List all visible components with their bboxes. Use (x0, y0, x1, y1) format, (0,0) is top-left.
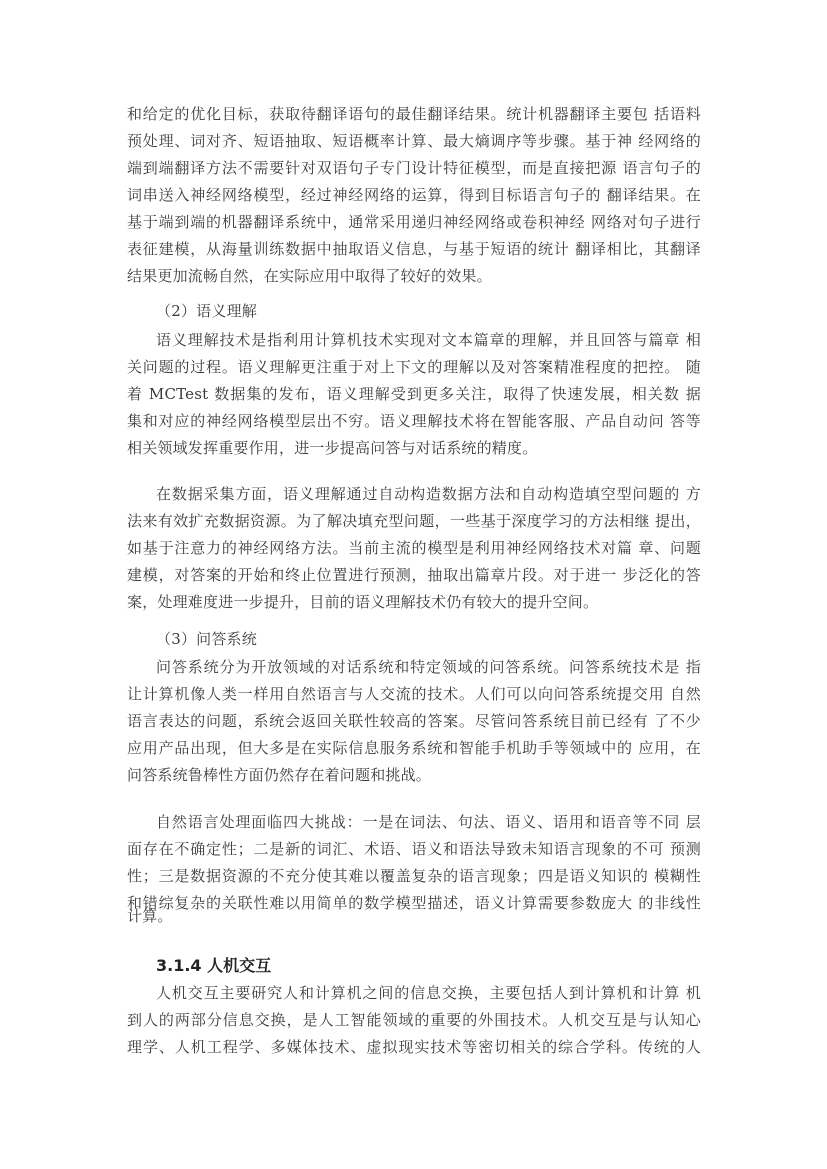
paragraph-line: 应用产品出现，但大多是在实际信息服务系统和智能手机助手等领域中的 应用，在 (127, 739, 701, 757)
paragraph-line: 让计算机像人类一样用自然语言与人交流的技术。人们可以向问答系统提交用 自然 (127, 685, 701, 703)
paragraph-line: 理学、人机工程学、多媒体技术、虚拟现实技术等密切相关的综合学科。传统的人 (127, 1038, 701, 1056)
section-subheading: （3）问答系统 (156, 630, 257, 648)
paragraph-line: 预处理、词对齐、短语抽取、短语概率计算、最大熵调序等步骤。基于神 经网络的 (127, 132, 701, 150)
paragraph-line: 和错综复杂的关联性难以用简单的数学模型描述，语义计算需要参数庞大 的非线性 (127, 894, 701, 912)
paragraph-line: 词串送入神经网络模型，经过神经网络的运算，得到目标语言句子的 翻译结果。在 (127, 186, 701, 204)
paragraph-line: 性；三是数据资源的不充分使其难以覆盖复杂的语言现象；四是语义知识的 模糊性 (127, 867, 701, 885)
paragraph-line: 基于端到端的机器翻译系统中，通常采用递归神经网络或卷积神经 网络对句子进行 (127, 213, 701, 231)
paragraph-line: 端到端翻译方法不需要针对双语句子专门设计特征模型，而是直接把源 语言句子的 (127, 159, 701, 177)
paragraph-line: 结果更加流畅自然，在实际应用中取得了较好的效果。 (127, 267, 492, 285)
paragraph-line: 自然语言处理面临四大挑战：一是在词法、句法、语义、语用和语音等不同 层 (156, 813, 701, 831)
paragraph-line: 关问题的过程。语义理解更注重于对上下文的理解以及对答案精准程度的把控。 随 (127, 358, 701, 376)
paragraph-line: 相关领域发挥重要作用，进一步提高问答与对话系统的精度。 (127, 439, 538, 457)
paragraph-line: 案，处理难度进一步提升，目前的语义理解技术仍有较大的提升空间。 (127, 593, 599, 611)
paragraph-line: 面存在不确定性；二是新的词汇、术语、语义和语法导致未知语言现象的不可 预测 (127, 840, 701, 858)
paragraph-line: 计算。 (127, 907, 173, 925)
paragraph-line: 到人的两部分信息交换，是人工智能领域的重要的外围技术。人机交互是与认知心 (127, 1011, 701, 1029)
paragraph-line: 问答系统鲁棒性方面仍然存在着问题和挑战。 (127, 766, 432, 784)
paragraph-line: 建模，对答案的开始和终止位置进行预测，抽取出篇章片段。对于进一 步泛化的答 (127, 566, 701, 584)
paragraph-line: 在数据采集方面，语义理解通过自动构造数据方法和自动构造填空型问题的 方 (156, 485, 701, 503)
paragraph-line: 语言表达的问题，系统会返回关联性较高的答案。尽管问答系统目前已经有 了不少 (127, 712, 701, 730)
paragraph-line: 着 MCTest 数据集的发布，语义理解受到更多关注，取得了快速发展，相关数 据 (127, 385, 701, 403)
paragraph-line: 人机交互主要研究人和计算机之间的信息交换，主要包括人到计算机和计算 机 (156, 984, 701, 1002)
paragraph-line: 和给定的优化目标，获取待翻译语句的最佳翻译结果。统计机器翻译主要包 括语料 (127, 105, 701, 123)
paragraph-line: 语义理解技术是指利用计算机技术实现对文本篇章的理解，并且回答与篇章 相 (156, 331, 701, 349)
paragraph-line: 集和对应的神经网络模型层出不穷。语义理解技术将在智能客服、产品自动问 答等 (127, 412, 701, 430)
paragraph-line: 如基于注意力的神经网络方法。当前主流的模型是利用神经网络技术对篇 章、问题 (127, 539, 701, 557)
section-subheading: （2）语义理解 (156, 302, 257, 320)
paragraph-line: 问答系统分为开放领域的对话系统和特定领域的问答系统。问答系统技术是 指 (156, 658, 701, 676)
paragraph-line: 表征建模，从海量训练数据中抽取语义信息，与基于短语的统计 翻译相比，其翻译 (127, 240, 701, 258)
section-heading: 3.1.4 人机交互 (156, 956, 272, 975)
paragraph-line: 法来有效扩充数据资源。为了解决填充型问题，一些基于深度学习的方法相继 提出， (127, 512, 701, 530)
